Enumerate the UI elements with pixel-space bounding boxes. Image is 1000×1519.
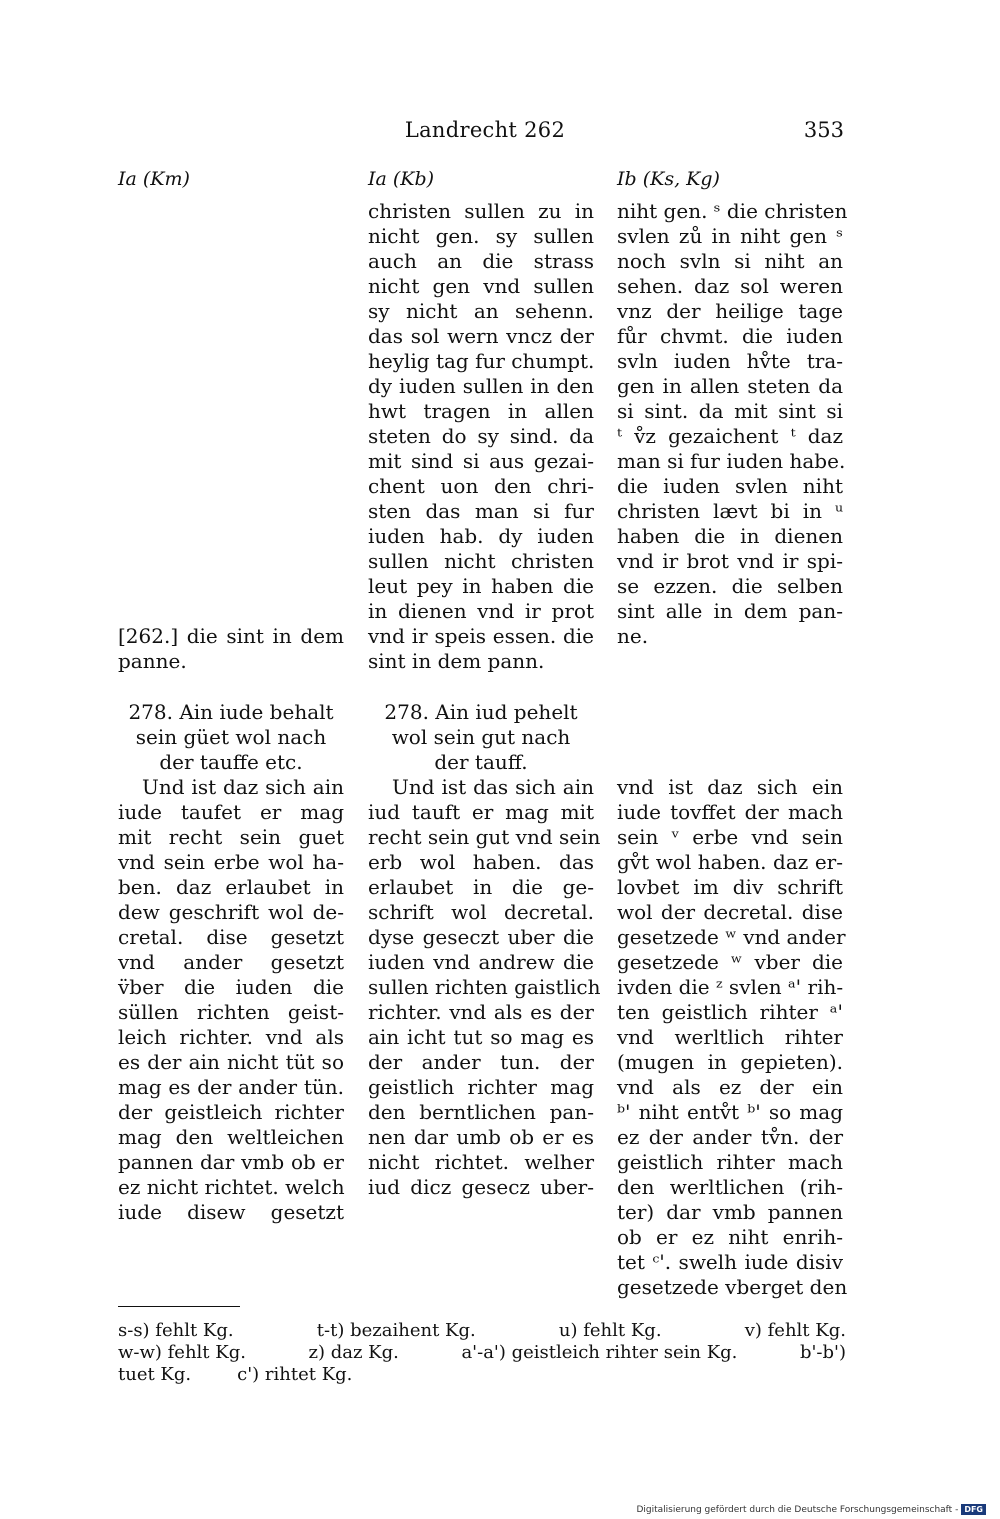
- col3-paragraph-278: [617, 775, 848, 1300]
- text-line: vnd werltlich rihter: [617, 1025, 843, 1049]
- text-line: süllen richten geist-: [118, 1000, 344, 1024]
- text-line: der geistleich richter: [118, 1100, 344, 1124]
- text-line: 278. Ain iud pehelt: [384, 700, 578, 724]
- text-line: leut pey in haben die: [368, 574, 594, 598]
- text-line: gesetzede ʷ vnd ander: [617, 925, 846, 949]
- text-line: sullen nicht christen: [368, 549, 594, 573]
- digitization-credit: [636, 1504, 986, 1515]
- text-line: hwt tragen in allen: [368, 399, 594, 423]
- text-line: svlen zů in niht gen ˢ: [617, 224, 843, 248]
- text-line: dew geschrift wol de-: [118, 900, 344, 924]
- text-line: ob er ez niht enrih-: [617, 1225, 843, 1249]
- text-line: iuden vnd andrew die: [368, 950, 594, 974]
- text-line: heylig tag fur chumpt.: [368, 349, 595, 373]
- col2-paragraph-278: [368, 775, 601, 1200]
- text-line: (mugen in gepieten).: [617, 1050, 843, 1074]
- text-line: vnd als ez der ein: [617, 1075, 843, 1099]
- text-line: sten das man si fur: [368, 499, 594, 523]
- text-line: der ander tun. der: [368, 1050, 594, 1074]
- text-line: Und ist daz sich ain: [142, 775, 344, 799]
- text-line: ᵇ' niht entv̊t ᵇ' so mag: [617, 1100, 843, 1124]
- footnote-item: w-w) fehlt Kg.: [118, 1342, 246, 1363]
- credit-text: Digitalisierung gefördert durch die Deutsche Forschungsgemeinschaft -: [636, 1504, 959, 1515]
- text-line: chent uon den chri-: [368, 474, 594, 498]
- text-line: recht sein gut vnd sein: [368, 825, 601, 849]
- text-line: [262.] die sint in dem: [118, 624, 344, 648]
- text-line: sint alle in dem pan-: [617, 599, 843, 623]
- text-line: ter) dar vmb pannen: [617, 1200, 843, 1224]
- text-line: schrift wol decretal.: [368, 900, 594, 924]
- text-line: svln iuden hv̊te tra-: [617, 349, 843, 373]
- text-line: tet ᶜ'. swelh iude disiv: [617, 1250, 843, 1274]
- footnote-item: b'-b'): [799, 1342, 846, 1363]
- text-line: dyse geseczt uber die: [368, 925, 594, 949]
- text-line: leich richter. vnd als: [118, 1025, 344, 1049]
- text-line: den berntlichen pan-: [368, 1100, 594, 1124]
- text-line: vnd ander gesetzt: [118, 950, 344, 974]
- col2-title-278: [368, 700, 594, 775]
- text-line: steten do sy sind. da: [368, 424, 594, 448]
- text-line: v̈ber die iuden die: [118, 975, 344, 999]
- text-line: sy nicht an sehenn.: [368, 299, 594, 323]
- page-number: 353: [803, 118, 844, 142]
- text-line: wol der decretal. dise: [617, 900, 843, 924]
- text-line: iude tovffet der mach: [617, 800, 843, 824]
- text-line: ten geistlich rihter ᵃ': [617, 1000, 843, 1024]
- text-line: sullen richten gaistlich: [368, 975, 601, 999]
- text-line: iud tauft er mag mit: [368, 800, 594, 824]
- text-line: dy iuden sullen in den: [368, 374, 594, 398]
- text-line: das sol wern vncz der: [368, 324, 594, 348]
- text-line: nen dar umb ob er es: [368, 1125, 594, 1149]
- footnote-item: c') rihtet Kg.: [237, 1364, 353, 1385]
- text-line: haben die in dienen: [617, 524, 843, 548]
- col1-paragraph-278: [118, 775, 344, 1225]
- text-line: nicht gen vnd sullen: [368, 274, 594, 298]
- text-line: iuden hab. dy iuden: [368, 524, 594, 548]
- footnote-item: t-t) bezaihent Kg.: [316, 1320, 476, 1341]
- text-line: christen lævt bi in ᵘ: [617, 499, 843, 523]
- column-heading-km: Ia (Km): [118, 168, 190, 190]
- footnote-item: z) daz Kg.: [308, 1342, 399, 1363]
- text-line: ᵗ v̊z gezaichent ᵗ daz: [617, 424, 843, 448]
- text-line: mag es der ander tün.: [118, 1075, 344, 1099]
- text-line: gesetzede vberget den: [617, 1275, 848, 1299]
- text-line: pannen dar vmb ob er: [118, 1150, 344, 1174]
- text-line: ne.: [617, 624, 649, 648]
- text-line: mit sind si aus gezai-: [368, 449, 594, 473]
- text-line: nicht richtet. welher: [368, 1150, 594, 1174]
- text-line: niht gen. ˢ die christen: [617, 199, 848, 223]
- footnote-line-2: [118, 1342, 846, 1364]
- col3-paragraph-262: [617, 199, 848, 649]
- text-line: ben. daz erlaubet in: [118, 875, 344, 899]
- text-line: si sint. da mit sint si: [617, 399, 843, 423]
- footnote-item: a'-a') geistleich rihter sein Kg.: [461, 1342, 738, 1363]
- footnote-item: s-s) fehlt Kg.: [118, 1320, 234, 1341]
- text-line: in dienen vnd ir prot: [368, 599, 594, 623]
- footnote-separator-rule: [118, 1306, 240, 1307]
- text-line: christen sullen zu in: [368, 199, 594, 223]
- text-line: sint in dem pann.: [368, 649, 545, 673]
- text-line: ivden die ᶻ svlen ᵃ' rih-: [617, 975, 844, 999]
- footnote-line-3: [118, 1364, 846, 1386]
- text-line: ez nicht richtet. welch: [118, 1175, 345, 1199]
- text-line: vnd ir speis essen. die: [368, 624, 594, 648]
- text-line: sehen. daz sol weren: [617, 274, 843, 298]
- footnotes: [118, 1320, 846, 1386]
- text-line: noch svln si niht an: [617, 249, 843, 273]
- text-line: geistlich rihter mach: [617, 1150, 843, 1174]
- text-line: iud dicz gesecz uber-: [368, 1175, 594, 1199]
- footnote-item: v) fehlt Kg.: [744, 1320, 846, 1341]
- text-line: panne.: [118, 649, 187, 673]
- col2-paragraph-262: [368, 199, 594, 674]
- text-line: gen in allen steten da: [617, 374, 843, 398]
- text-line: vnz der heilige tage: [617, 299, 843, 323]
- text-line: Und ist das sich ain: [392, 775, 594, 799]
- text-line: vnd sein erbe wol ha-: [118, 850, 344, 874]
- text-line: wol sein gut nach: [391, 725, 571, 749]
- text-line: sein güet wol nach: [135, 725, 327, 749]
- text-line: man si fur iuden habe.: [617, 449, 846, 473]
- text-line: die iuden svlen niht: [617, 474, 843, 498]
- text-line: den werltlichen (rih-: [617, 1175, 843, 1199]
- text-line: nicht gen. sy sullen: [368, 224, 594, 248]
- text-line: erlaubet in die ge-: [368, 875, 594, 899]
- footnote-item: u) fehlt Kg.: [558, 1320, 662, 1341]
- text-line: ez der ander tv̊n. der: [617, 1125, 843, 1149]
- text-line: vnd ir brot vnd ir spi-: [617, 549, 843, 573]
- text-line: der tauff.: [434, 750, 528, 774]
- text-line: lovbet im div schrift: [617, 875, 843, 899]
- text-line: auch an die strass: [368, 249, 594, 273]
- text-line: mag den weltleichen: [118, 1125, 344, 1149]
- col1-title-278: [118, 700, 344, 775]
- text-line: sein ᵛ erbe vnd sein: [617, 825, 843, 849]
- text-line: gesetzede ʷ vber die: [617, 950, 843, 974]
- col1-paragraph-262: [118, 624, 344, 674]
- dfg-logo-icon: DFG: [961, 1504, 986, 1515]
- column-heading-kb: Ia (Kb): [368, 168, 435, 190]
- text-line: se ezzen. die selben: [617, 574, 843, 598]
- column-heading-ks-kg: Ib (Ks, Kg): [617, 168, 720, 190]
- text-line: richter. vnd als es der: [368, 1000, 594, 1024]
- text-line: fůr chvmt. die iuden: [617, 324, 843, 348]
- text-line: es der ain nicht tüt so: [118, 1050, 344, 1074]
- text-line: cretal. dise gesetzt: [118, 925, 344, 949]
- text-line: iude taufet er mag: [118, 800, 344, 824]
- text-line: mit recht sein guet: [118, 825, 344, 849]
- page-header-title: Landrecht 262: [404, 118, 566, 142]
- text-line: der tauffe etc.: [159, 750, 303, 774]
- text-line: gv̊t wol haben. daz er-: [617, 850, 843, 874]
- text-line: iude disew gesetzt: [118, 1200, 344, 1224]
- text-line: 278. Ain iude behalt: [128, 700, 334, 724]
- text-line: vnd ist daz sich ein: [617, 775, 843, 799]
- footnote-item: tuet Kg.: [118, 1364, 192, 1385]
- text-line: ain icht tut so mag es: [368, 1025, 594, 1049]
- footnote-line-1: [118, 1320, 846, 1342]
- text-line: geistlich richter mag: [368, 1075, 594, 1099]
- text-line: erb wol haben. das: [368, 850, 594, 874]
